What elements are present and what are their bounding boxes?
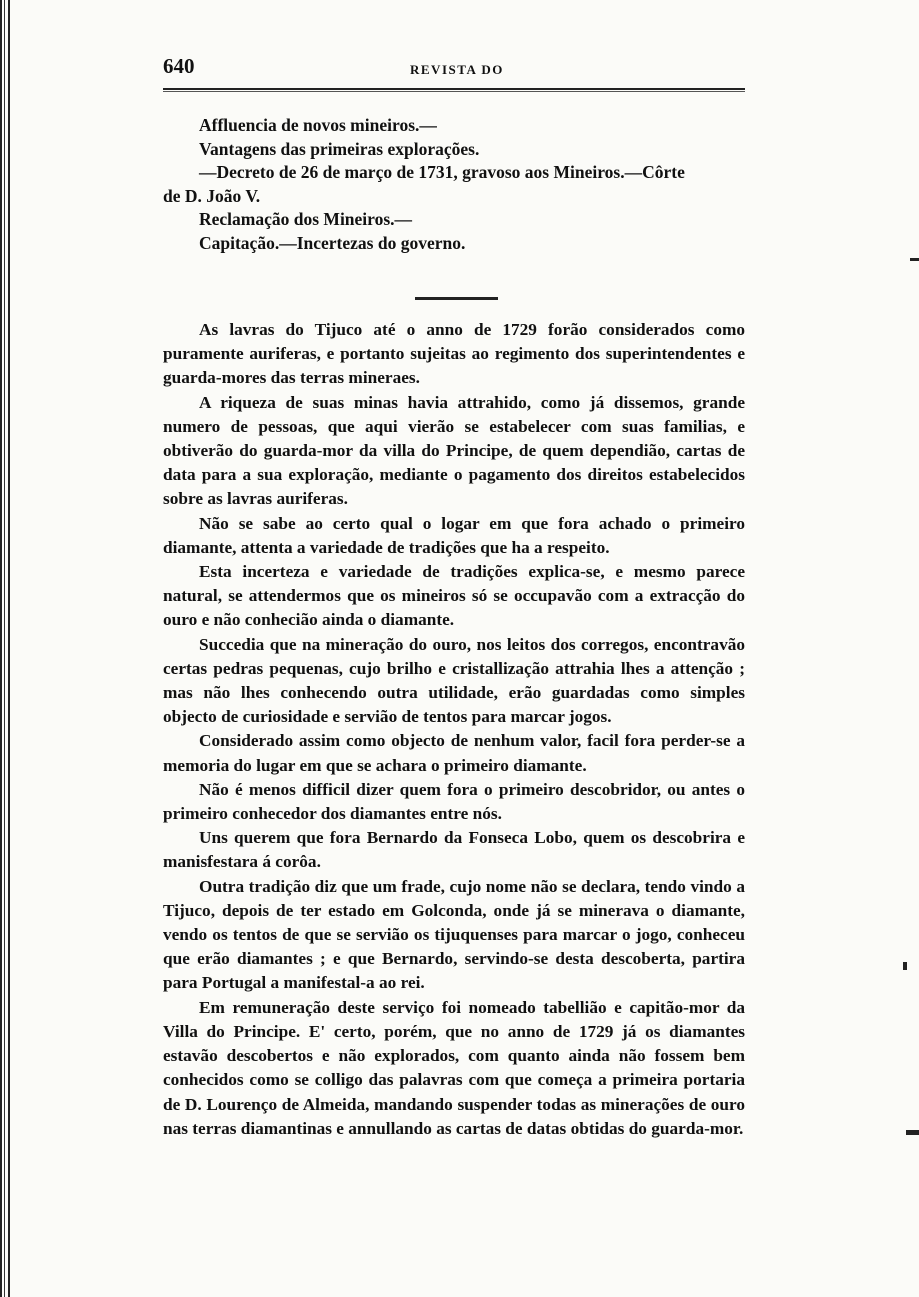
- paragraph: A riqueza de suas minas havia attrahido, como já dissemos, grande numero de pessoas, que aqui vierão se estabelecer com suas familias, e obtiverão do guarda-mor da villa do Principe, de quem dependião, cartas de data para a sua exploração, mediante o pagamento dos direitos estabelecidos sobre as lavras auriferas.: [163, 392, 745, 509]
- margin-mark: [903, 962, 907, 970]
- chapter-summary: [163, 114, 753, 255]
- page-header: [163, 50, 745, 84]
- header-rule: [163, 88, 745, 92]
- summary-line: —Decreto de 26 de março de 1731, gravoso aos Mineiros.—Côrte: [199, 162, 685, 182]
- margin-mark: [906, 1130, 919, 1135]
- paragraph: Esta incerteza e variedade de tradições explica-se, e mesmo parece natural, se attendermos que os mineiros só se occupavão com a extracção do ouro e não conhecião ainda o diamante.: [163, 562, 745, 630]
- paragraph: Não se sabe ao certo qual o logar em que fora achado o primeiro diamante, attenta a variedade de tradições que ha a respeito.: [163, 513, 745, 557]
- margin-mark: [910, 258, 919, 261]
- paragraph: Em remuneração deste serviço foi nomeado tabellião e capitão-mor da Villa do Principe. E' certo, porém, que no anno de 1729 já os diamantes estavão descobertos e não explorados, com quanto ainda não fossem bem conhecidos como se colligo das palavras com que começa a primeira portaria de D. Lourenço de Almeida, mandando suspender todas as minerações de ouro nas terras diamantinas e annullando as cartas de datas obtidas do guarda-mor.: [163, 997, 745, 1138]
- page-number: 640: [163, 54, 195, 78]
- summary-line: Affluencia de novos mineiros.—: [199, 115, 437, 135]
- paragraph: Considerado assim como objecto de nenhum valor, facil fora perder-se a memoria do lugar em que se achara o primeiro diamante.: [163, 731, 745, 775]
- running-head: REVISTA DO: [410, 62, 504, 77]
- paragraph: Uns querem que fora Bernardo da Fonseca Lobo, quem os descobrira e manisfestara á corôa.: [163, 828, 745, 872]
- summary-line: Reclamação dos Mineiros.—: [199, 209, 413, 229]
- section-divider: [415, 297, 498, 300]
- paragraph: Succedia que na mineração do ouro, nos leitos dos corregos, encontravão certas pedras pequenas, cujo brilho e cristallização attrahia lhes a attenção ; mas não lhes conhecendo outra utilidade, erão guardadas como simples objecto de curiosidade e servião de tentos para marcar jogos.: [163, 634, 745, 727]
- paragraph: Não é menos difficil dizer quem fora o primeiro descobridor, ou antes o primeiro conhecedor dos diamantes entre nós.: [163, 779, 745, 824]
- summary-line: de D. João V.: [163, 185, 261, 206]
- page-binding-edge: [0, 0, 12, 1297]
- paragraph: Outra tradição diz que um frade, cujo nome não se declara, tendo vindo a Tijuco, depois de ter estado em Golconda, onde já se minerava o diamante, vendo os tentos de que se servião os tijuquenses para marcar o jogo, conheceu que erão diamantes ; e que Bernardo, servindo-se desta descoberta, partira para Portugal a manifestal-a ao rei.: [163, 876, 745, 993]
- summary-line: Vantagens das primeiras explorações.: [199, 138, 480, 159]
- paragraph: As lavras do Tijuco até o anno de 1729 forão considerados como puramente auriferas, e portanto sujeitas ao regimento dos superintendentes e guarda-mores das terras mineraes.: [163, 320, 745, 388]
- summary-line: Capitação.—Incertezas do governo.: [199, 232, 466, 253]
- body-text: [163, 318, 745, 1141]
